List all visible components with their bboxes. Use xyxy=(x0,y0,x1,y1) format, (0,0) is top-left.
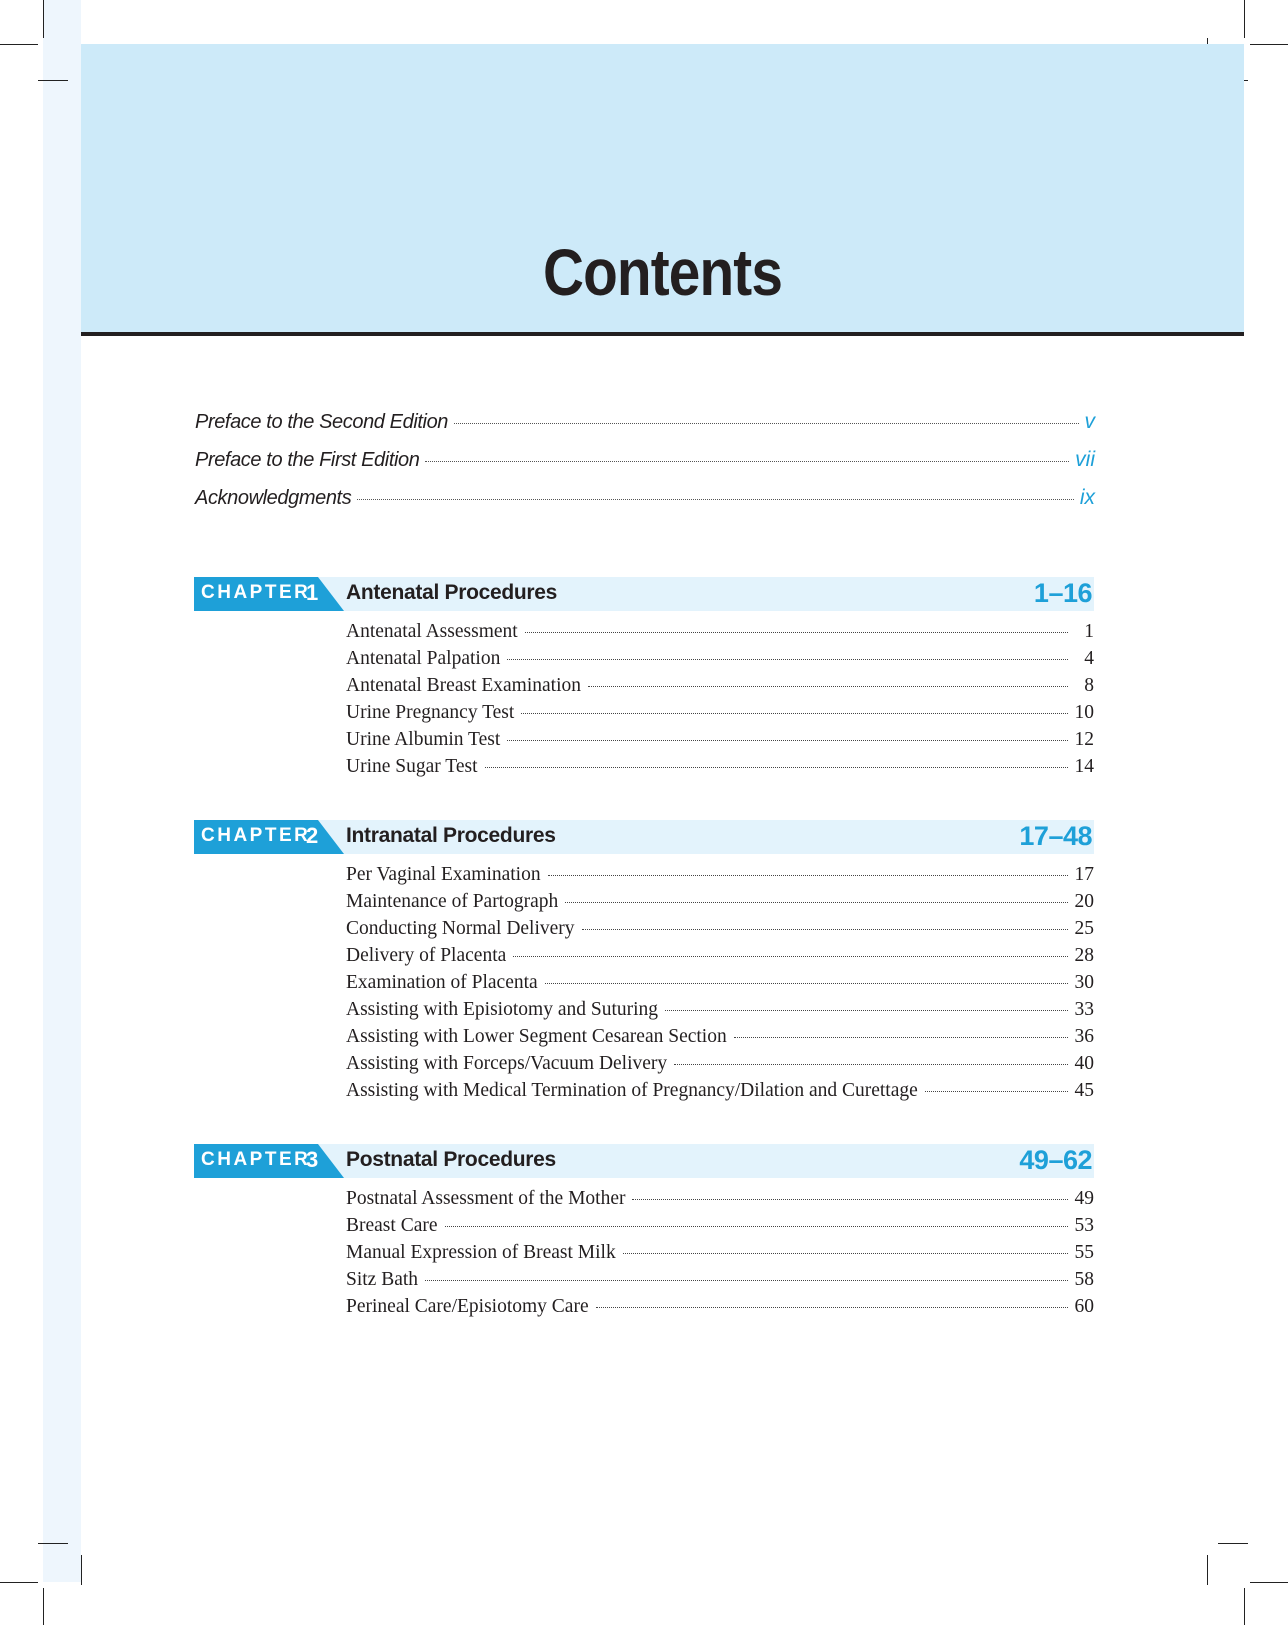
chapter-1-section xyxy=(194,577,1094,783)
header-band xyxy=(81,44,1244,336)
crop-mark-bottom-right-h2 xyxy=(1250,1582,1288,1583)
chapter-title: Antenatal Procedures xyxy=(346,581,558,604)
entry-page: 49 xyxy=(1074,1188,1094,1209)
entry-page: 58 xyxy=(1074,1269,1094,1290)
dot-leader xyxy=(357,499,1074,500)
front-matter-label: Acknowledgments xyxy=(195,487,352,509)
dot-leader xyxy=(665,1010,1068,1011)
page-title: Contents xyxy=(542,235,783,309)
toc-entry[interactable] xyxy=(346,756,1094,783)
dot-leader xyxy=(513,956,1068,957)
toc-entry[interactable] xyxy=(346,1080,1094,1107)
chapter-title: Intranatal Procedures xyxy=(346,824,556,847)
entry-page: 30 xyxy=(1074,972,1094,993)
entry-label: Conducting Normal Delivery xyxy=(346,918,575,939)
entry-page: 8 xyxy=(1084,675,1094,696)
toc-entry[interactable] xyxy=(346,1242,1094,1269)
entry-page: 17 xyxy=(1074,864,1094,885)
entry-label: Urine Sugar Test xyxy=(346,756,478,777)
toc-entry[interactable] xyxy=(346,999,1094,1026)
toc-entry[interactable] xyxy=(346,1026,1094,1053)
toc-entry[interactable] xyxy=(346,1053,1094,1080)
dot-leader xyxy=(925,1091,1068,1092)
toc-entry[interactable] xyxy=(346,864,1094,891)
crop-mark-top-left-h2 xyxy=(38,80,68,81)
crop-mark-bottom-right-h xyxy=(1218,1543,1248,1544)
entry-label: Urine Albumin Test xyxy=(346,729,501,750)
entry-label: Assisting with Medical Termination of Pregnancy/Dilation and Curettage xyxy=(346,1080,918,1101)
crop-mark-bottom-right-v xyxy=(1207,1555,1208,1585)
chapter-word: CHAPTER xyxy=(201,582,311,603)
chapter-3-section xyxy=(194,1144,1094,1323)
chapter-header[interactable] xyxy=(194,1144,1094,1178)
entry-page: 4 xyxy=(1084,648,1094,669)
entry-label: Postnatal Assessment of the Mother xyxy=(346,1188,626,1209)
entry-label: Maintenance of Partograph xyxy=(346,891,559,912)
dot-leader xyxy=(582,929,1068,930)
entry-label: Antenatal Breast Examination xyxy=(346,675,582,696)
entry-page: 33 xyxy=(1074,999,1094,1020)
entry-page: 60 xyxy=(1074,1296,1094,1317)
entry-label: Examination of Placenta xyxy=(346,972,538,993)
entry-page: 20 xyxy=(1074,891,1094,912)
page-margin-strip xyxy=(43,0,81,1582)
entry-label: Breast Care xyxy=(346,1215,438,1236)
dot-leader xyxy=(521,713,1068,714)
entry-label: Antenatal Palpation xyxy=(346,648,501,669)
dot-leader xyxy=(425,1280,1068,1281)
dot-leader xyxy=(445,1226,1068,1227)
chapter-entries xyxy=(346,864,1094,1107)
dot-leader xyxy=(596,1307,1068,1308)
chapter-entries xyxy=(346,621,1094,783)
toc-entry[interactable] xyxy=(346,621,1094,648)
front-matter-page: vii xyxy=(1075,448,1095,471)
entry-label: Delivery of Placenta xyxy=(346,945,507,966)
chapter-page-range: 1–16 xyxy=(1033,578,1092,608)
crop-mark-bottom-left-h xyxy=(38,1543,68,1544)
toc-entry[interactable] xyxy=(346,675,1094,702)
entry-page: 10 xyxy=(1074,702,1094,723)
entry-label: Assisting with Episiotomy and Suturing xyxy=(346,999,659,1020)
front-matter-row[interactable] xyxy=(195,448,1095,486)
entry-label: Assisting with Forceps/Vacuum Delivery xyxy=(346,1053,668,1074)
crop-mark-top-right-v xyxy=(1244,0,1245,38)
entry-page: 1 xyxy=(1084,621,1094,642)
entry-page: 12 xyxy=(1074,729,1094,750)
chapter-page-range: 17–48 xyxy=(1019,821,1092,851)
toc-entry[interactable] xyxy=(346,1215,1094,1242)
entry-page: 36 xyxy=(1074,1026,1094,1047)
entry-page: 55 xyxy=(1074,1242,1094,1263)
dot-leader xyxy=(507,740,1068,741)
dot-leader xyxy=(545,983,1068,984)
chapter-word: CHAPTER xyxy=(201,825,311,846)
dot-leader xyxy=(623,1253,1068,1254)
front-matter-page: ix xyxy=(1079,486,1095,509)
chapter-word: CHAPTER xyxy=(201,1149,311,1170)
chapter-header[interactable] xyxy=(194,577,1094,611)
toc-entry[interactable] xyxy=(346,729,1094,756)
entry-page: 40 xyxy=(1074,1053,1094,1074)
chapter-entries xyxy=(346,1188,1094,1323)
dot-leader xyxy=(548,875,1068,876)
front-matter-label: Preface to the Second Edition xyxy=(195,411,449,433)
entry-page: 53 xyxy=(1074,1215,1094,1236)
dot-leader xyxy=(425,461,1069,462)
toc-entry[interactable] xyxy=(346,648,1094,675)
toc-entry[interactable] xyxy=(346,1269,1094,1296)
toc-entry[interactable] xyxy=(346,1296,1094,1323)
dot-leader xyxy=(588,686,1068,687)
toc-entry[interactable] xyxy=(346,1188,1094,1215)
chapter-title: Postnatal Procedures xyxy=(346,1148,556,1171)
chapter-number: 3 xyxy=(306,1147,319,1172)
entry-page: 45 xyxy=(1074,1080,1094,1101)
entry-page: 14 xyxy=(1074,756,1094,777)
front-matter-page: v xyxy=(1084,410,1095,433)
chapter-2-section xyxy=(194,820,1094,1107)
entry-label: Antenatal Assessment xyxy=(346,621,518,642)
dot-leader xyxy=(507,659,1068,660)
dot-leader xyxy=(454,423,1078,424)
front-matter-label: Preface to the First Edition xyxy=(195,449,420,471)
dot-leader xyxy=(734,1037,1068,1038)
entry-page: 25 xyxy=(1074,918,1094,939)
dot-leader xyxy=(632,1199,1068,1200)
dot-leader xyxy=(485,767,1068,768)
entry-label: Per Vaginal Examination xyxy=(346,864,541,885)
dot-leader xyxy=(674,1064,1068,1065)
chapter-page-range: 49–62 xyxy=(1019,1145,1092,1175)
toc-entry[interactable] xyxy=(346,972,1094,999)
toc-entry[interactable] xyxy=(346,702,1094,729)
toc-entry[interactable] xyxy=(346,891,1094,918)
toc-entry[interactable] xyxy=(346,918,1094,945)
front-matter-list xyxy=(195,410,1095,524)
front-matter-row[interactable] xyxy=(195,410,1095,448)
crop-mark-bottom-left-v2 xyxy=(43,1588,44,1625)
toc-entry[interactable] xyxy=(346,945,1094,972)
crop-mark-bottom-left-h2 xyxy=(0,1582,38,1583)
crop-mark-top-right-h xyxy=(1250,44,1288,45)
entry-label: Urine Pregnancy Test xyxy=(346,702,515,723)
chapter-header[interactable] xyxy=(194,820,1094,854)
entry-label: Assisting with Lower Segment Cesarean Section xyxy=(346,1026,727,1047)
entry-page: 28 xyxy=(1074,945,1094,966)
crop-mark-bottom-left-v xyxy=(81,1555,82,1585)
chapter-number: 1 xyxy=(306,580,319,605)
front-matter-row[interactable] xyxy=(195,486,1095,524)
entry-label: Perineal Care/Episiotomy Care xyxy=(346,1296,589,1317)
crop-mark-bottom-right-v2 xyxy=(1244,1588,1245,1625)
entry-label: Manual Expression of Breast Milk xyxy=(346,1242,616,1263)
chapter-number: 2 xyxy=(306,823,319,848)
crop-mark-top-left-v xyxy=(43,0,44,38)
entry-label: Sitz Bath xyxy=(346,1269,419,1290)
dot-leader xyxy=(525,632,1068,633)
dot-leader xyxy=(565,902,1068,903)
crop-mark-top-left-h xyxy=(0,44,38,45)
